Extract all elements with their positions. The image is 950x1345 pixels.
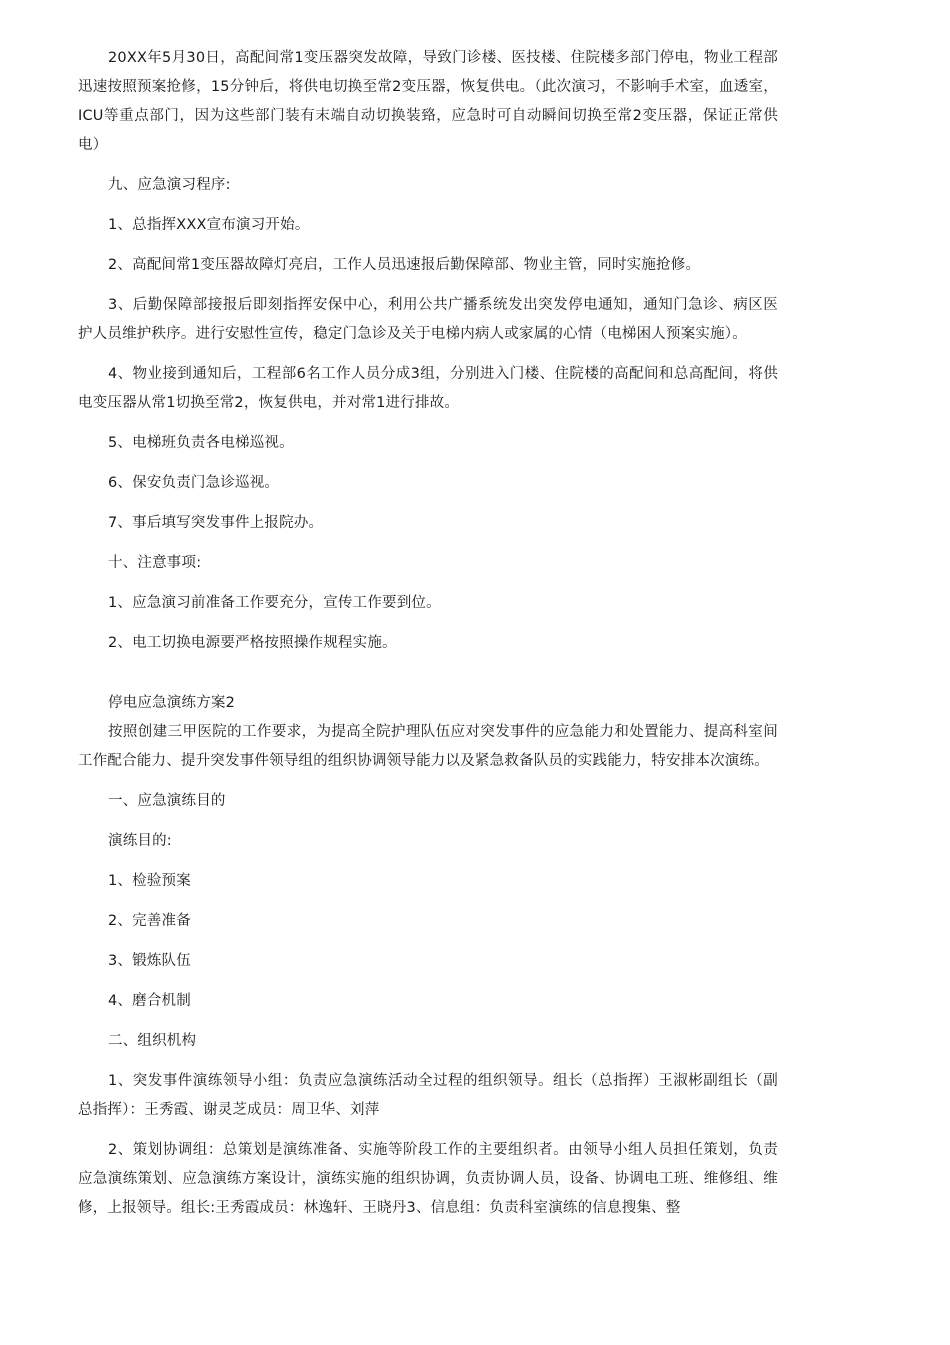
list-item: 7、事后填写突发事件上报院办。 — [108, 515, 324, 531]
subheading: 演练目的: — [108, 833, 172, 849]
list-item: 3、后勤保障部接报后即刻指挥安保中心，利用公共广播系统发出突发停电通知，通知门急诊、病区医护人员维护秩序。进行安慰性宣传，稳定门急诊及关于电梯内病人或家属的心情（电梯困人预案实施）。 — [78, 297, 778, 342]
section-heading-purpose: 一、应急演练目的 — [108, 793, 226, 809]
list-item: 1、突发事件演练领导小组：负责应急演练活动全过程的组织领导。组长（总指挥）王淑彬副组长（副总指挥）：王秀霞、谢灵芝成员：周卫华、刘萍 — [78, 1073, 778, 1118]
list-item: 1、总指挥XXX宣布演习开始。 — [108, 217, 310, 233]
section-heading-organization: 二、组织机构 — [108, 1033, 197, 1049]
list-item: 2、策划协调组：总策划是演练准备、实施等阶段工作的主要组织者。由领导小组人员担任策划，负责应急演练策划、应急演练方案设计，演练实施的组织协调，负责协调人员，设备、协调电工班、维修组、维修，上报领导。组长:王秀霞成员：林逸轩、王晓丹3、信息组：负责科室演练的信息搜集、整 — [78, 1142, 778, 1216]
list-item: 1、检验预案 — [108, 873, 191, 889]
list-item: 4、物业接到通知后，工程部6名工作人员分成3组，分别进入门楼、住院楼的高配间和总高配间，将供电变压器从常1切换至常2，恢复供电，并对常1进行排故。 — [78, 366, 778, 411]
list-item: 1、应急演习前准备工作要充分，宣传工作要到位。 — [108, 595, 441, 611]
list-item: 2、电工切换电源要严格按照操作规程实施。 — [108, 635, 397, 651]
list-item: 4、磨合机制 — [108, 993, 191, 1009]
list-item: 2、高配间常1变压器故障灯亮启，工作人员迅速报后勤保障部、物业主管，同时实施抢修。 — [108, 257, 701, 273]
paragraph: 按照创建三甲医院的工作要求，为提高全院护理队伍应对突发事件的应急能力和处置能力、提高科室间工作配合能力、提升突发事件领导组的组织协调领导能力以及紧急救备队员的实践能力，特安排本次演练。 — [78, 724, 778, 769]
section-gap — [78, 669, 778, 689]
list-item: 3、锻炼队伍 — [108, 953, 191, 969]
list-item: 6、保安负责门急诊巡视。 — [108, 475, 280, 491]
list-item: 5、电梯班负责各电梯巡视。 — [108, 435, 294, 451]
paragraph: 20XX年5月30日，高配间常1变压器突发故障，导致门诊楼、医技楼、住院楼多部门停电，物业工程部迅速按照预案抢修，15分钟后，将供电切换至常2变压器，恢复供电。（此次演习，不影响手术室，血透室，ICU等重点部门，因为这些部门装有末端自动切换装臵，应急时可自动瞬间切换至常2变压器，保证正常供电） — [78, 50, 778, 153]
section-title: 停电应急演练方案2 — [108, 695, 236, 711]
list-item: 2、完善准备 — [108, 913, 191, 929]
document-page — [78, 44, 778, 1234]
section-heading-procedure: 九、应急演习程序: — [108, 177, 231, 193]
section-heading-notes: 十、注意事项: — [108, 555, 202, 571]
